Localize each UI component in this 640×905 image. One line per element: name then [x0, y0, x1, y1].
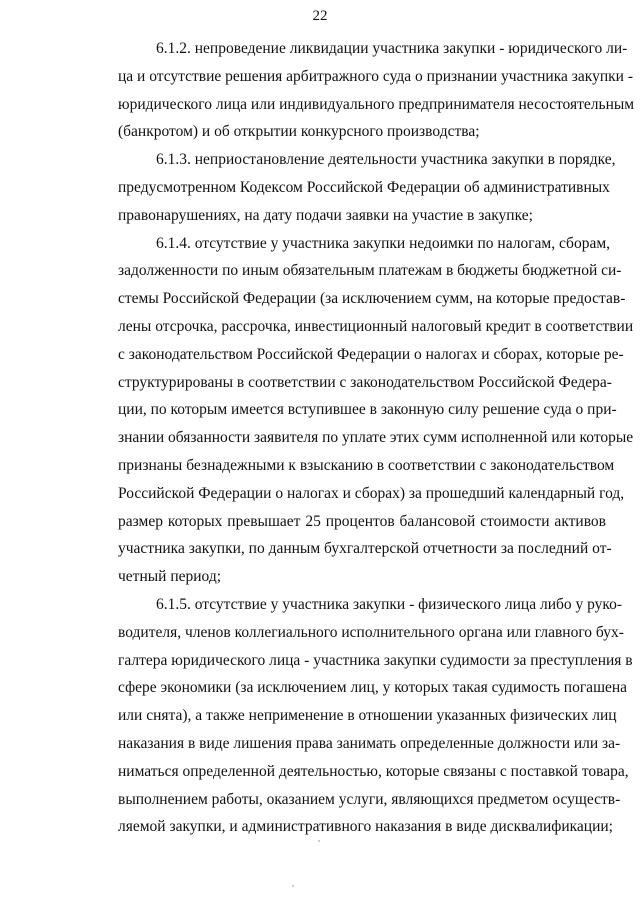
text-line: ниматься определенной деятельностью, которые связаны с поставкой товара, — [118, 762, 629, 780]
text-line: правонарушениях, на дату подачи заявки на участие в закупке; — [118, 206, 533, 224]
scan-speck — [292, 885, 294, 887]
text-line: признаны безнадежными к взысканию в соответствии с законодательством — [118, 456, 615, 474]
text-line: структурированы в соответствии с законодательством Российской Федера- — [118, 373, 612, 391]
text-line: ции, по которым имеется вступившее в законную силу решение суда о при- — [118, 401, 617, 419]
paragraph-6-1-4 — [118, 230, 634, 591]
text-line: 6.1.5. отсутствие у участника закупки - физического лица либо у руко- — [156, 595, 623, 613]
text-line: размер которых превышает 25 процентов балансовой стоимости активов — [118, 512, 606, 530]
page-number: 22 — [312, 8, 328, 24]
text-line: задолженности по иным обязательным платежам в бюджеты бюджетной си- — [118, 262, 622, 280]
text-line: ца и отсутствие решения арбитражного суда о признании участника закупки - — [118, 67, 633, 85]
text-line: участника закупки, по данным бухгалтерской отчетности за последний от- — [118, 540, 612, 558]
text-line: наказания в виде лишения права занимать определенные должности или за- — [118, 734, 621, 752]
text-line: с законодательством Российской Федерации о налогах и сборах, которые ре- — [118, 345, 624, 363]
text-line: лены отсрочка, рассрочка, инвестиционный налоговый кредит в соответствии — [118, 317, 634, 335]
text-line: сфере экономики (за исключением лиц, у которых такая судимость погашена — [118, 679, 628, 697]
text-line: четный период; — [118, 568, 222, 586]
text-line: знании обязанности заявителя по уплате этих сумм исполненной или которые — [118, 429, 634, 447]
text-line: ляемой закупки, и административного наказания в виде дисквалификации; — [118, 818, 613, 836]
paragraph-6-1-2 — [118, 35, 635, 146]
text-line: 6.1.4. отсутствие у участника закупки недоимки по налогам, сборам, — [156, 234, 611, 252]
text-line: или снята), а также неприменение в отношении указанных физических лиц — [118, 707, 617, 725]
text-line: 6.1.2. непроведение ликвидации участника закупки - юридического ли- — [156, 40, 628, 57]
paragraph-6-1-5 — [118, 591, 633, 841]
text-line: предусмотренном Кодексом Российской Федерации об административных — [118, 178, 610, 196]
text-line: водителя, членов коллегиального исполнительного органа или главного бух- — [118, 623, 624, 641]
paragraph-6-1-3 — [118, 146, 616, 229]
text-line: стемы Российской Федерации (за исключением сумм, на которые предостав- — [118, 290, 626, 308]
text-line: Российской Федерации о налогах и сборах) за прошедший календарный год, — [118, 484, 625, 502]
text-line: выполнением работы, оказанием услуги, являющихся предметом осуществ- — [118, 790, 621, 808]
text-line: галтера юридического лица - участника закупки судимости за преступления в — [118, 651, 633, 669]
document-body — [118, 35, 635, 841]
text-line: юридического лица или индивидуального предпринимателя несостоятельным — [118, 95, 635, 113]
text-line: 6.1.3. неприостановление деятельности участника закупки в порядке, — [156, 151, 616, 169]
text-line: (банкротом) и об открытии конкурсного производства; — [118, 123, 480, 141]
scan-speck — [318, 840, 320, 842]
